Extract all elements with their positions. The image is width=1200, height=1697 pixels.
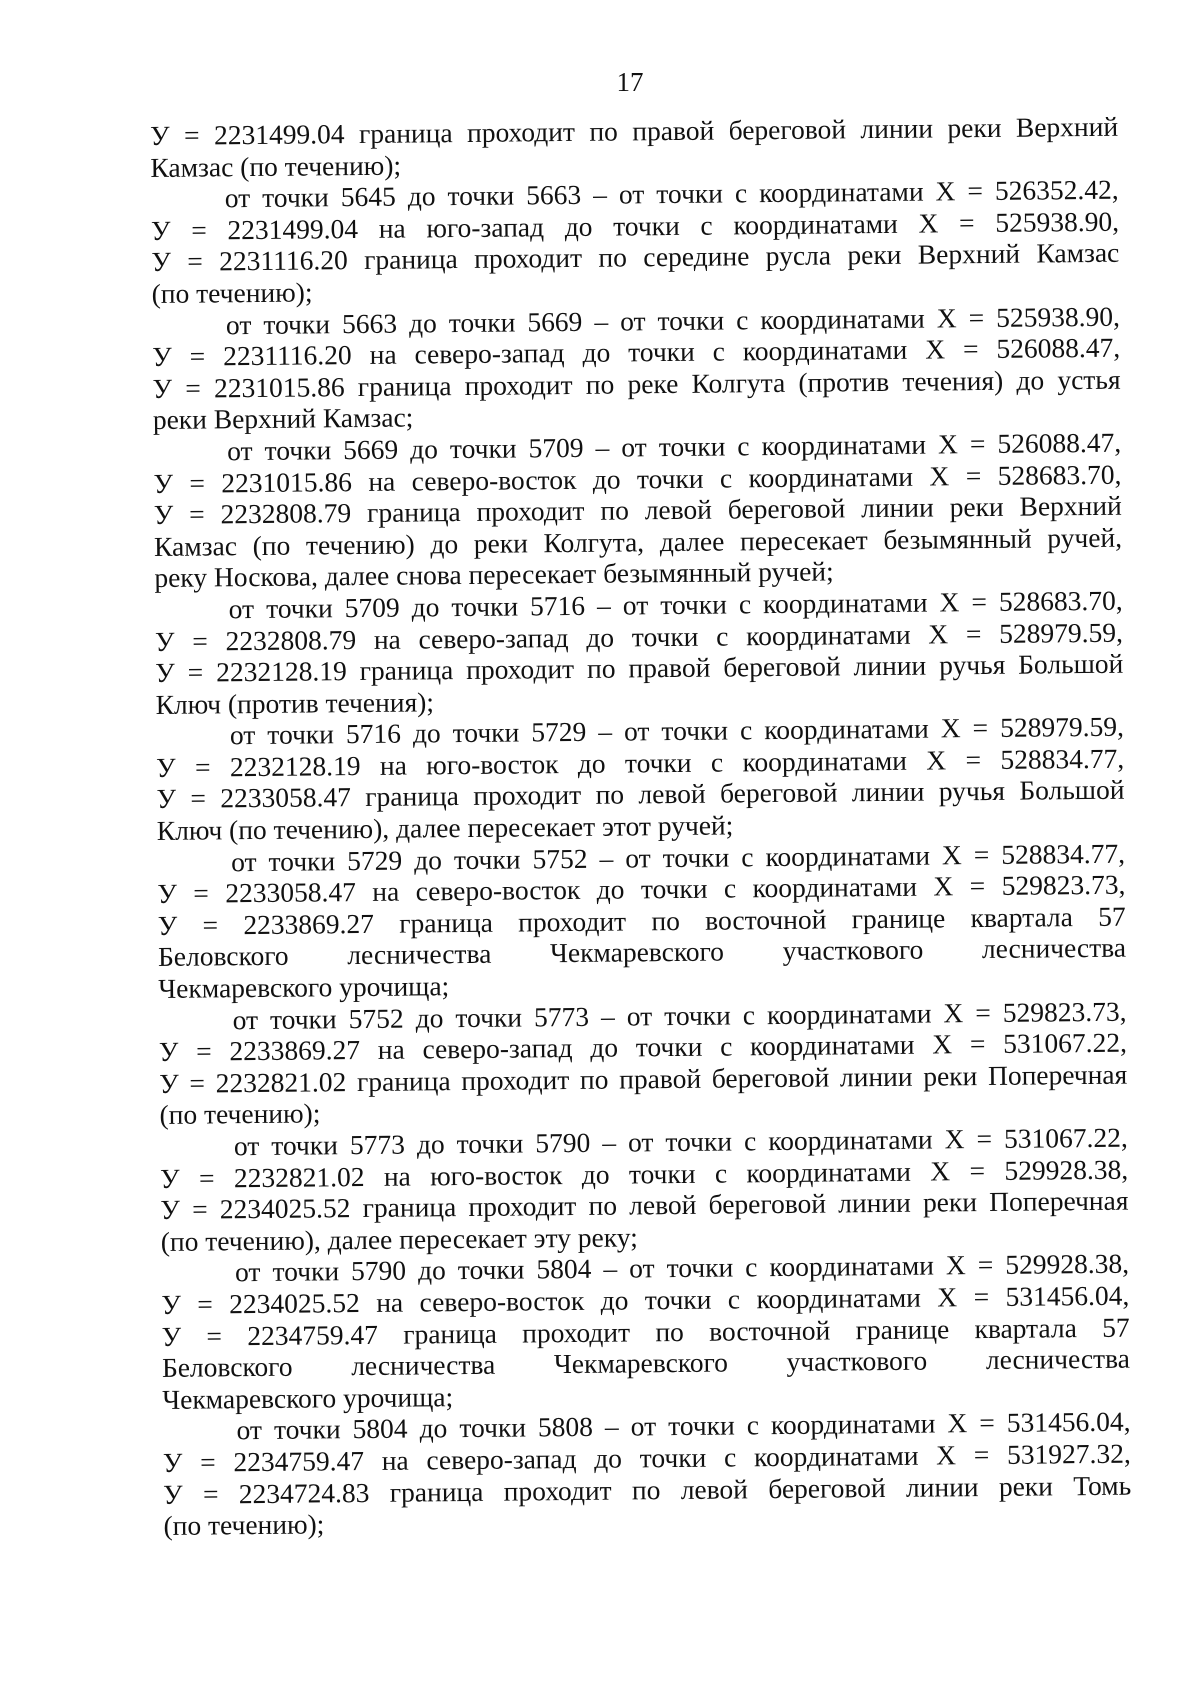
text-line: У = 2233058.47 граница проходит по левой береговой линии ручья Большой <box>156 774 1125 815</box>
text-line: У = 2234759.47 на северо-запад до точки с координатами Х = 531927.32, <box>162 1437 1131 1478</box>
text-line: У = 2231116.20 на северо-запад до точки с координатами Х = 526088.47, <box>152 331 1121 373</box>
text-line: У = 2231499.04 граница проходит по правой береговой линии реки Верхний <box>150 110 1119 151</box>
text-line: от точки 5709 до точки 5716 – от точки с координатами Х = 528683.70, <box>228 584 1123 625</box>
text-line: Камзас (по течению) до реки Колгута, далее пересекает безымянный ручей, <box>153 521 1123 562</box>
text-line: от точки 5663 до точки 5669 – от точки с координатами Х = 525938.90, <box>225 300 1121 340</box>
text-line: У = 2231015.86 граница проходит по реке Колгута (против течения) до устья <box>152 363 1121 404</box>
text-line: У = 2233869.27 на северо-запад до точки с координатами Х = 531067.22, <box>158 1026 1128 1068</box>
text-line: У = 2234025.52 граница проходит по левой береговой линии реки Поперечная <box>160 1184 1129 1226</box>
text-line: (по течению); <box>151 276 313 309</box>
text-line: (по течению); <box>163 1508 325 1542</box>
text-line: У = 2232821.02 на юго-восток до точки с координатами Х = 529928.38, <box>160 1153 1129 1194</box>
text-line: У = 2232821.02 граница проходит по правой береговой линии реки Поперечная <box>159 1058 1128 1099</box>
text-line: Ключ (против течения); <box>155 685 435 720</box>
text-line: Чекмаревского урочища; <box>158 970 450 1004</box>
page-number: 17 <box>616 67 644 97</box>
text-line: реки Верхний Камзас; <box>152 401 414 436</box>
text-line: от точки 5804 до точки 5808 – от точки с координатами Х = 531456.04, <box>236 1405 1131 1446</box>
text-line: от точки 5790 до точки 5804 – от точки с координатами Х = 529928.38, <box>234 1248 1130 1288</box>
text-line: У = 2232128.19 на юго-восток до точки с координатами Х = 528834.77, <box>156 742 1125 783</box>
text-line: У = 2233869.27 граница проходит по восточной границе квартала 57 <box>157 900 1126 941</box>
text-line: Камзас (по течению); <box>150 149 402 183</box>
text-line: Чекмаревского урочища; <box>162 1380 454 1415</box>
text-line: от точки 5729 до точки 5752 – от точки с координатами Х = 528834.77, <box>230 837 1126 877</box>
text-line: Беловского лесничества Чекмаревского участкового лесничества <box>157 932 1127 973</box>
text-line: Беловского лесничества Чекмаревского участкового лесничества <box>161 1342 1131 1384</box>
text-line: У = 2232808.79 на северо-запад до точки с координатами Х = 528979.59, <box>154 616 1124 657</box>
text-line: Ключ (по течению), далее пересекает этот ручей; <box>156 809 734 847</box>
text-line: У = 2232128.19 граница проходит по правой береговой линии ручья Большой <box>155 647 1124 689</box>
text-line: У = 2231116.20 граница проходит по середине русла реки Верхний Камзас <box>151 237 1120 278</box>
text-line: У = 2234724.83 граница проходит по левой береговой линии реки Томь <box>163 1469 1132 1510</box>
text-line: У = 2234759.47 граница проходит по восточной границе квартала 57 <box>161 1311 1130 1352</box>
text-line: У = 2233058.47 на северо-восток до точки с координатами Х = 529823.73, <box>157 868 1126 910</box>
text-line: У = 2231015.86 на северо-восток до точки с координатами Х = 528683.70, <box>153 458 1122 499</box>
text-line: от точки 5669 до точки 5709 – от точки с координатами Х = 526088.47, <box>227 426 1122 467</box>
text-line: от точки 5752 до точки 5773 – от точки с координатами Х = 529823.73, <box>232 995 1127 1035</box>
text-line: (по течению); <box>159 1097 321 1131</box>
text-line: от точки 5645 до точки 5663 – от точки с координатами Х = 526352.42, <box>224 173 1119 214</box>
text-line: У = 2231499.04 на юго-запад до точки с координатами Х = 525938.90, <box>150 205 1120 246</box>
text-line: от точки 5716 до точки 5729 – от точки с координатами Х = 528979.59, <box>229 710 1125 751</box>
text-line: У = 2232808.79 граница проходит по левой береговой линии реки Верхний <box>153 489 1122 531</box>
text-line: (по течению), далее пересекает эту реку; <box>160 1221 638 1257</box>
document-body <box>150 111 1132 1542</box>
text-line: реку Носкова, далее снова пересекает безымянный ручей; <box>154 555 834 594</box>
text-line: от точки 5773 до точки 5790 – от точки с координатами Х = 531067.22, <box>233 1121 1128 1162</box>
text-line: У = 2234025.52 на северо-восток до точки с координатами Х = 531456.04, <box>161 1279 1130 1320</box>
